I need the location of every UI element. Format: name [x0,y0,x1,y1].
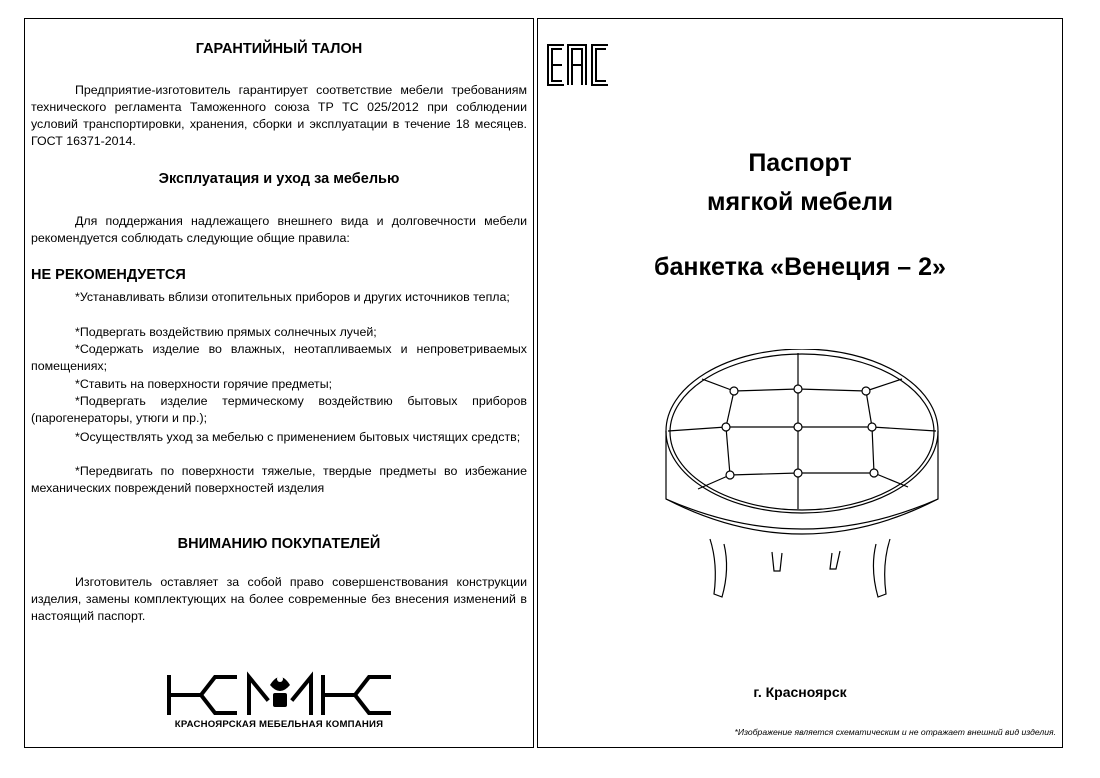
warranty-title: ГАРАНТИЙНЫЙ ТАЛОН [195,41,363,57]
care-title: Эксплуатация и уход за мебелью [158,171,400,187]
kmk-logo [165,671,395,717]
warranty-panel [24,18,534,748]
title-line1: Паспорт [748,149,852,177]
buyers-text: Изготовитель оставляет за собой право совершенствования конструкции изделия, замены комплектующих на более современные без внесения изменений в настоящий паспорт. [31,575,527,623]
care-intro: Для поддержания надлежащего внешнего вида и долговечности мебели рекомендуется соблюдать следующие общие правила: [31,214,527,245]
product-name: банкетка «Венеция – 2» [654,253,946,281]
ottoman-illustration [662,349,942,611]
buyers-title: ВНИМАНИЮ ПОКУПАТЕЛЕЙ [177,536,381,552]
rule-item: *Подвергать изделие термическому воздействию бытовых приборов (парогенераторы, утюги и пр.); [31,394,527,425]
rule-item: *Передвигать по поверхности тяжелые, твердые предметы во избежание механических повреждений поверхностей изделия [31,464,527,495]
rule-item: *Содержать изделие во влажных, неотапливаемых и непроветриваемых помещениях; [31,342,527,373]
title-line2: мягкой мебели [707,188,893,216]
crest-icon [270,676,290,707]
rule-item: *Подвергать воздействию прямых солнечных лучей; [75,325,377,339]
disclaimer-note: *Изображение является схематическим и не отражает внешний вид изделия. [734,727,1056,737]
eac-mark-icon [544,41,612,89]
rule-item: *Ставить на поверхности горячие предметы; [75,377,333,391]
logo-caption: КРАСНОЯРСКАЯ МЕБЕЛЬНАЯ КОМПАНИЯ [174,719,384,730]
warranty-text: Предприятие-изготовитель гарантирует соответствие мебели требованиям технического регламента Таможенного союза ТР ТС 025/2012 при соблюдении условий транспортировки, хранения, сборки и эксплуатации в течение 18 месяцев. ГОСТ 16371-2014. [31,83,527,148]
passport-cover-panel [537,18,1063,748]
rule-item: *Осуществлять уход за мебелью с применением бытовых чистящих средств; [75,430,521,444]
city: г. Красноярск [753,684,847,700]
not-recommended-title: НЕ РЕКОМЕНДУЕТСЯ [31,267,186,283]
rule-item: *Устанавливать вблизи отопительных приборов и других источников тепла; [75,290,510,304]
